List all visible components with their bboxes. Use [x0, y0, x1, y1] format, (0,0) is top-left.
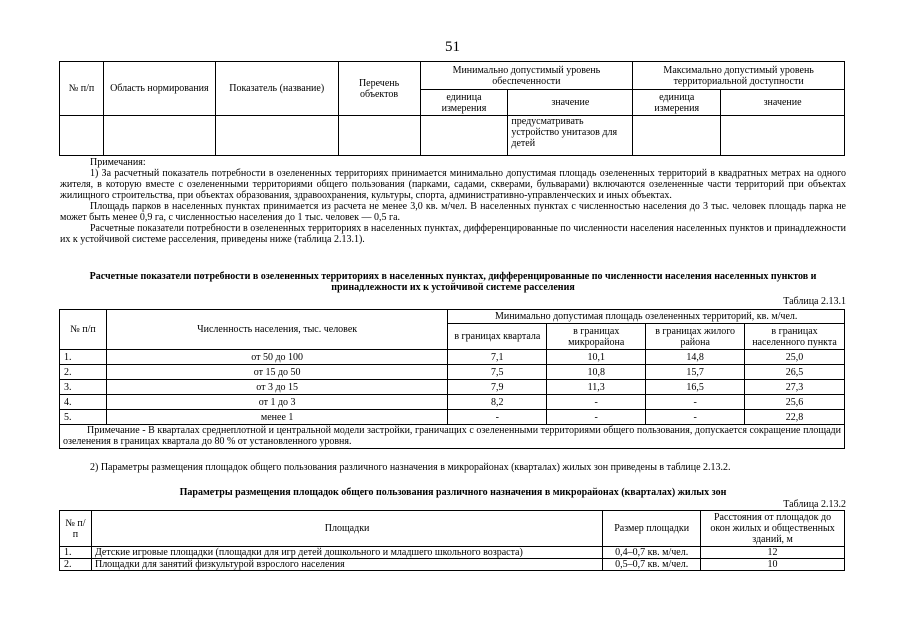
row-quarter: -	[448, 410, 547, 425]
row-num: 3.	[60, 380, 107, 395]
table-2-13-1-title: Расчетные показатели потребности в озелененных территориях в населенных пунктах, дифференцированные по численности населения населенных пунктов и принадлежности их к устойчивой системе расселения	[89, 271, 817, 293]
note-paragraph-2: Площадь парков в населенных пунктах принимается из расчета не менее 3,0 кв. м/чел. В населенных пунктах с численностью населения до 3 тыс. человек площадь парка не может быть менее 0,9 га, с численностью населения до 1 тыс. человек — 0,5 га.	[60, 201, 846, 223]
row-population: от 15 до 50	[106, 365, 447, 380]
row-settlement: 25,0	[745, 350, 845, 365]
table-row	[60, 365, 845, 380]
playgrounds-table	[59, 510, 845, 571]
row-quarter: 7,5	[448, 365, 547, 380]
table-row	[60, 350, 845, 365]
table-2-13-1-caption: Таблица 2.13.1	[783, 296, 846, 307]
header-min-area: Минимально допустимая площадь озелененных территорий, кв. м/чел.	[448, 310, 845, 324]
row-quarter: 7,9	[448, 380, 547, 395]
header-num: № п/п	[60, 310, 107, 350]
table-note: Примечание - В кварталах среднеплотной и центральной модели застройки, граничащих с озелененными территориями общего пользования, допускается сокращение площади озеленения в границах квартала до 80 % от установленного уровня.	[60, 425, 845, 449]
row-residential-district: 14,8	[646, 350, 745, 365]
paragraph-2	[60, 462, 846, 473]
row-residential-district: 15,7	[646, 365, 745, 380]
header-indicator: Показатель (название)	[215, 62, 338, 116]
row-residential-district: -	[646, 410, 745, 425]
table-row	[60, 559, 845, 571]
table-row	[60, 395, 845, 410]
header-unit: единица измерения	[420, 90, 508, 116]
header-microdistrict: в границах микрорайона	[547, 324, 646, 350]
row-distance: 12	[701, 547, 845, 559]
table-cell	[420, 116, 508, 156]
row-num: 1.	[60, 350, 107, 365]
table-row	[60, 380, 845, 395]
row-size: 0,4–0,7 кв. м/чел.	[603, 547, 701, 559]
header-size: Размер площадки	[603, 511, 701, 547]
table-cell	[721, 116, 845, 156]
standards-table	[59, 61, 845, 156]
row-residential-district: 16,5	[646, 380, 745, 395]
note-paragraph-3: Расчетные показатели потребности в озелененных территориях в населенных пунктах, дифференцированные по численности населения населенных пунктов и принадлежности их к устойчивой системе расселения, приведены ниже (таблица 2.13.1).	[60, 223, 846, 245]
row-num: 2.	[60, 559, 92, 571]
row-num: 5.	[60, 410, 107, 425]
row-name: Детские игровые площадки (площадки для игр детей дошкольного и младшего школьного возраста)	[91, 547, 602, 559]
table-cell	[633, 116, 721, 156]
table-row	[60, 547, 845, 559]
paragraph-2-text: 2) Параметры размещения площадок общего пользования различного назначения в микрорайонах (кварталах) жилых зон приведены в таблице 2.13.2.	[90, 462, 731, 473]
greenery-table	[59, 309, 845, 449]
header-quarter: в границах квартала	[448, 324, 547, 350]
row-microdistrict: 10,8	[547, 365, 646, 380]
row-residential-district: -	[646, 395, 745, 410]
header-min-level: Минимально допустимый уровень обеспеченности	[420, 62, 633, 90]
table-cell	[338, 116, 420, 156]
header-residential-district: в границах жилого района	[646, 324, 745, 350]
header-unit-2: единица измерения	[633, 90, 721, 116]
table-cell-value: предусматривать устройство унитазов для детей	[508, 116, 633, 156]
header-num: № п/п	[60, 511, 92, 547]
header-settlement: в границах населенного пункта	[745, 324, 845, 350]
row-num: 4.	[60, 395, 107, 410]
row-settlement: 25,6	[745, 395, 845, 410]
note-paragraph-1: 1) За расчетный показатель потребности в озелененных территориях принимается минимально допустимая площадь озелененных территорий в квадратных метрах на одного жителя, в которую вместе с озелененными территориями общего пользования (парками, садами, скверами, бульварами) включаются озелененные части территорий при объектах жилищного строительства, при объектах образования, здравоохранения, культуры, спорта, административно-управленческих и иных объектах.	[60, 168, 846, 201]
header-objects: Перечень объектов	[338, 62, 420, 116]
row-settlement: 22,8	[745, 410, 845, 425]
row-distance: 10	[701, 559, 845, 571]
row-population: от 3 до 15	[106, 380, 447, 395]
notes-block	[60, 157, 846, 245]
page-number: 51	[445, 39, 460, 55]
header-population: Численность населения, тыс. человек	[106, 310, 447, 350]
row-num: 1.	[60, 547, 92, 559]
row-settlement: 27,3	[745, 380, 845, 395]
row-num: 2.	[60, 365, 107, 380]
header-max-level: Максимально допустимый уровень территориальной доступности	[633, 62, 845, 90]
header-playgrounds: Площадки	[91, 511, 602, 547]
header-num: № п/п	[60, 62, 104, 116]
row-quarter: 8,2	[448, 395, 547, 410]
row-population: от 50 до 100	[106, 350, 447, 365]
row-population: от 1 до 3	[106, 395, 447, 410]
row-population: менее 1	[106, 410, 447, 425]
header-area: Область нормирования	[103, 62, 215, 116]
table-cell	[103, 116, 215, 156]
table-2-13-2-title: Параметры размещения площадок общего пользования различного назначения в микрорайонах (кварталах) жилых зон	[179, 487, 727, 498]
row-name: Площадки для занятий физкультурой взрослого населения	[91, 559, 602, 571]
header-value-2: значение	[721, 90, 845, 116]
row-microdistrict: -	[547, 395, 646, 410]
row-size: 0,5–0,7 кв. м/чел.	[603, 559, 701, 571]
header-distance: Расстояния от площадок до окон жилых и общественных зданий, м	[701, 511, 845, 547]
row-microdistrict: -	[547, 410, 646, 425]
header-value: значение	[508, 90, 633, 116]
row-microdistrict: 10,1	[547, 350, 646, 365]
table-cell	[215, 116, 338, 156]
table-row	[60, 410, 845, 425]
row-settlement: 26,5	[745, 365, 845, 380]
row-quarter: 7,1	[448, 350, 547, 365]
row-microdistrict: 11,3	[547, 380, 646, 395]
notes-heading: Примечания:	[90, 157, 146, 168]
table-cell	[60, 116, 104, 156]
table-2-13-2-caption: Таблица 2.13.2	[783, 499, 846, 510]
